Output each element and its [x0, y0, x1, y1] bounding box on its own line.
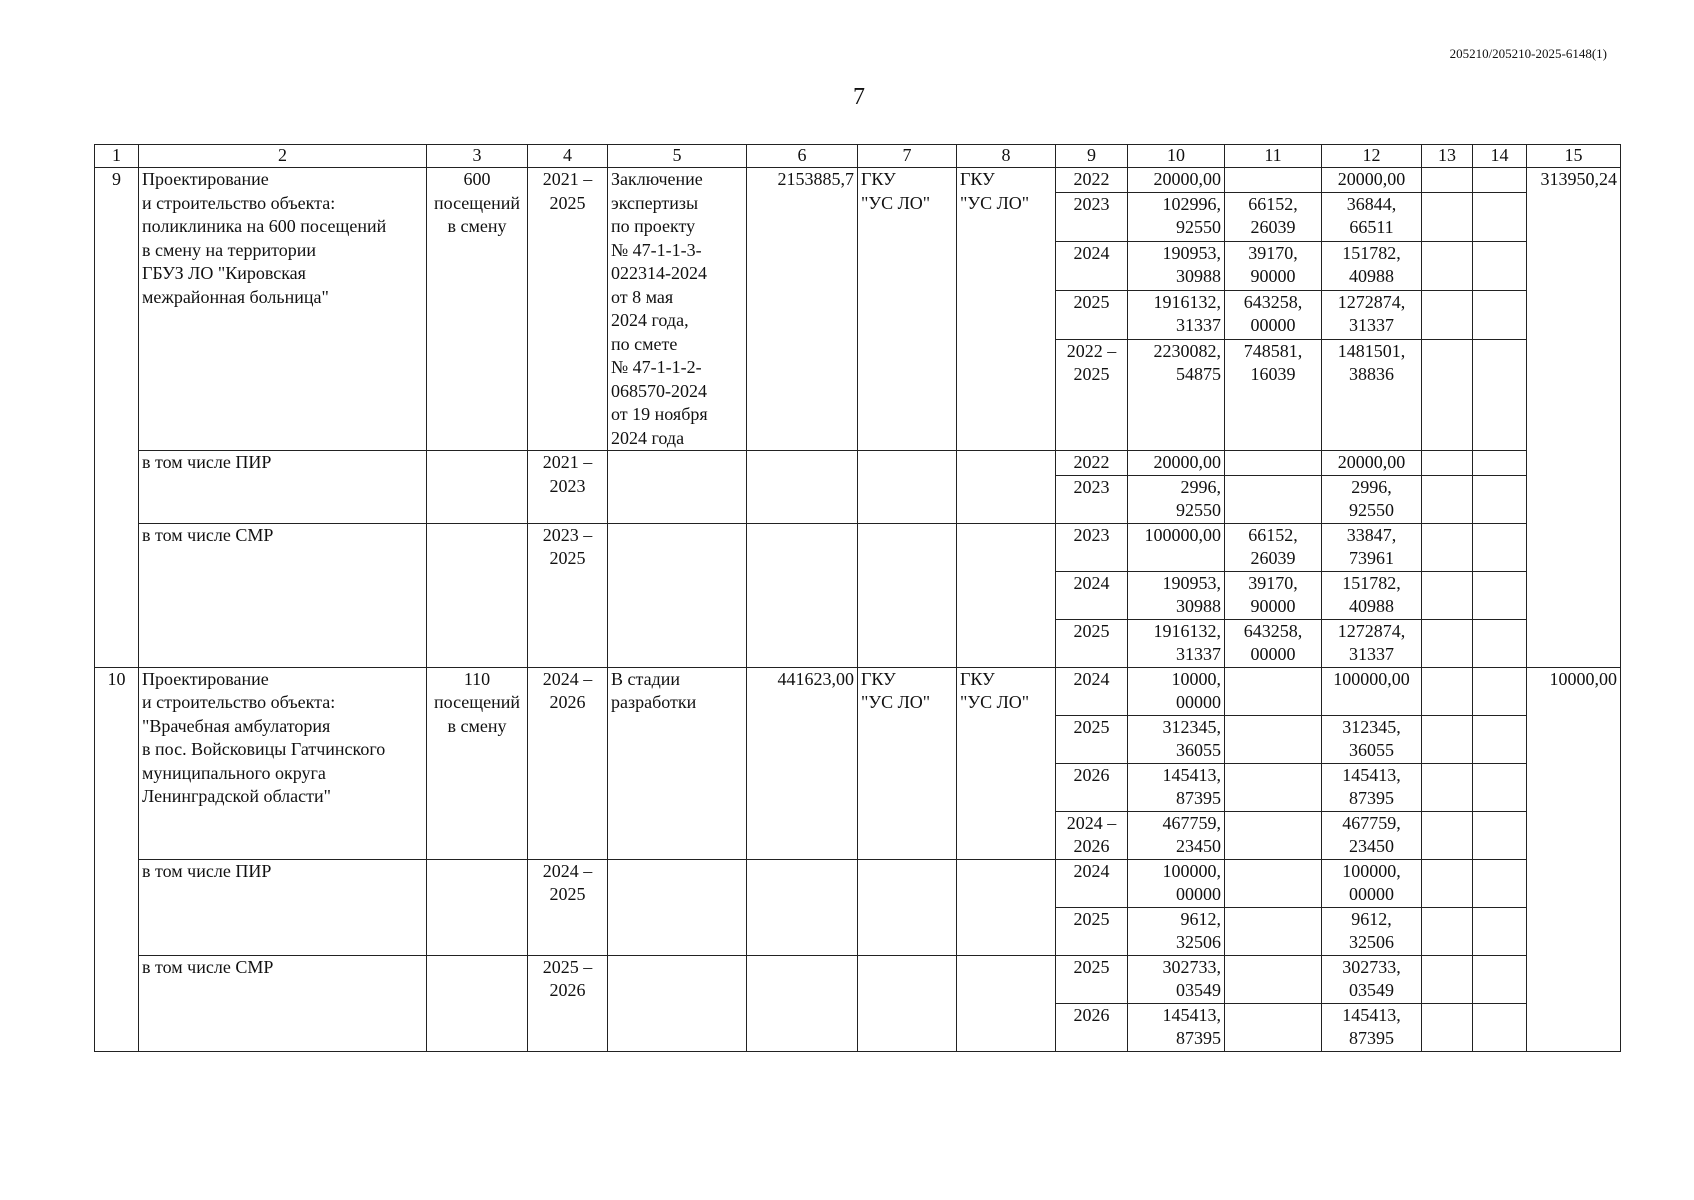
pir-period: 2021 – 2023: [528, 451, 608, 524]
amount-regional: 312345, 36055: [1322, 715, 1422, 763]
pir-builder: [957, 451, 1056, 524]
year-cell: 2024: [1056, 571, 1128, 619]
year-cell: 2026: [1056, 763, 1128, 811]
amount-federal: [1225, 907, 1322, 955]
amount-total: 190953, 30988: [1128, 241, 1225, 290]
year-cell: 2026: [1056, 1003, 1128, 1051]
object-capacity: 110 посещений в смену: [427, 667, 528, 859]
pir-label: в том числе ПИР: [139, 451, 427, 524]
year-cell: 2023: [1056, 192, 1128, 241]
object-cost: 441623,00: [747, 667, 858, 859]
smr-label: в том числе СМР: [139, 955, 427, 1051]
pir-builder: [957, 859, 1056, 955]
smr-label: в том числе СМР: [139, 523, 427, 667]
amount-total: 9612, 32506: [1128, 907, 1225, 955]
amount-col14: [1473, 811, 1527, 859]
amount-regional: 20000,00: [1322, 451, 1422, 476]
year-cell: 2022 – 2025: [1056, 339, 1128, 450]
smr-cost: [747, 523, 858, 667]
amount-federal: [1225, 859, 1322, 907]
header-cell: 2: [139, 145, 427, 168]
amount-federal: [1225, 451, 1322, 476]
amount-total: 302733, 03549: [1128, 955, 1225, 1003]
year-cell: 2024: [1056, 667, 1128, 715]
smr-cost: [747, 955, 858, 1051]
object-customer: ГКУ "УС ЛО": [858, 168, 957, 451]
year-cell: 2022: [1056, 451, 1128, 476]
amount-total: 312345, 36055: [1128, 715, 1225, 763]
amount-col13: [1422, 523, 1473, 571]
amount-federal: [1225, 715, 1322, 763]
smr-customer: [858, 955, 957, 1051]
amount-federal: 643258, 00000: [1225, 290, 1322, 339]
amount-col13: [1422, 715, 1473, 763]
year-cell: 2025: [1056, 290, 1128, 339]
amount-col14: [1473, 339, 1527, 450]
amount-regional: 145413, 87395: [1322, 763, 1422, 811]
amount-col14: [1473, 667, 1527, 715]
amount-total: 100000,00: [1128, 523, 1225, 571]
year-cell: 2025: [1056, 619, 1128, 667]
object-number: 9: [95, 168, 139, 668]
amount-col14: [1473, 168, 1527, 193]
smr-document: [608, 955, 747, 1051]
table-row: [95, 523, 1621, 571]
smr-document: [608, 523, 747, 667]
header-cell: 9: [1056, 145, 1128, 168]
pir-period: 2024 – 2025: [528, 859, 608, 955]
amount-total: 467759, 23450: [1128, 811, 1225, 859]
header-row: [95, 145, 1621, 168]
year-cell: 2022: [1056, 168, 1128, 193]
amount-col13: [1422, 811, 1473, 859]
pir-capacity: [427, 451, 528, 524]
smr-capacity: [427, 955, 528, 1051]
amount-regional: 1272874, 31337: [1322, 290, 1422, 339]
header-cell: 14: [1473, 145, 1527, 168]
object-name: Проектирование и строительство объекта: "Врачебная амбулатория в пос. Войсковицы Гатчинского муниципального округа Ленинградской области": [139, 667, 427, 859]
object-name: Проектирование и строительство объекта: поликлиника на 600 посещений в смену на территории ГБУЗ ЛО "Кировская межрайонная больница": [139, 168, 427, 451]
object-period: 2021 – 2025: [528, 168, 608, 451]
page-number: 7: [853, 84, 865, 110]
amount-federal: 66152, 26039: [1225, 192, 1322, 241]
year-cell: 2024: [1056, 241, 1128, 290]
header-cell: 10: [1128, 145, 1225, 168]
amount-federal: [1225, 667, 1322, 715]
amount-federal: [1225, 955, 1322, 1003]
amount-regional: 20000,00: [1322, 168, 1422, 193]
amount-regional: 145413, 87395: [1322, 1003, 1422, 1051]
amount-total: 100000, 00000: [1128, 859, 1225, 907]
header-cell: 15: [1527, 145, 1621, 168]
amount-col13: [1422, 241, 1473, 290]
amount-col13: [1422, 339, 1473, 450]
amount-total: 20000,00: [1128, 451, 1225, 476]
amount-col14: [1473, 763, 1527, 811]
header-cell: 5: [608, 145, 747, 168]
amount-regional: 9612, 32506: [1322, 907, 1422, 955]
amount-col14: [1473, 192, 1527, 241]
amount-col14: [1473, 571, 1527, 619]
amount-col13: [1422, 619, 1473, 667]
object-customer: ГКУ "УС ЛО": [858, 667, 957, 859]
amount-col13: [1422, 955, 1473, 1003]
amount-col14: [1473, 241, 1527, 290]
investment-table: [94, 144, 1621, 1052]
amount-federal: 39170, 90000: [1225, 571, 1322, 619]
amount-federal: 643258, 00000: [1225, 619, 1322, 667]
table-row: [95, 667, 1621, 715]
amount-total: 145413, 87395: [1128, 1003, 1225, 1051]
smr-customer: [858, 523, 957, 667]
amount-col14: [1473, 451, 1527, 476]
amount-total: 1916132, 31337: [1128, 619, 1225, 667]
smr-capacity: [427, 523, 528, 667]
amount-regional: 2996, 92550: [1322, 475, 1422, 523]
header-cell: 6: [747, 145, 858, 168]
amount-col14: [1473, 619, 1527, 667]
amount-regional: 302733, 03549: [1322, 955, 1422, 1003]
object-builder: ГКУ "УС ЛО": [957, 667, 1056, 859]
amount-col13: [1422, 168, 1473, 193]
pir-customer: [858, 859, 957, 955]
amount-total: 102996, 92550: [1128, 192, 1225, 241]
header-cell: 3: [427, 145, 528, 168]
smr-builder: [957, 955, 1056, 1051]
document-id: 205210/205210-2025-6148(1): [1449, 46, 1607, 61]
object-builder: ГКУ "УС ЛО": [957, 168, 1056, 451]
amount-col14: [1473, 475, 1527, 523]
amount-federal: [1225, 763, 1322, 811]
amount-col14: [1473, 523, 1527, 571]
year-cell: 2024: [1056, 859, 1128, 907]
object-col15: 10000,00: [1527, 667, 1621, 1051]
pir-customer: [858, 451, 957, 524]
amount-federal: 748581, 16039: [1225, 339, 1322, 450]
header-cell: 7: [858, 145, 957, 168]
object-col15: 313950,24: [1527, 168, 1621, 668]
smr-builder: [957, 523, 1056, 667]
object-period: 2024 – 2026: [528, 667, 608, 859]
amount-col13: [1422, 859, 1473, 907]
amount-federal: [1225, 475, 1322, 523]
header-cell: 1: [95, 145, 139, 168]
amount-total: 145413, 87395: [1128, 763, 1225, 811]
amount-col14: [1473, 955, 1527, 1003]
amount-regional: 100000,00: [1322, 667, 1422, 715]
year-cell: 2024 – 2026: [1056, 811, 1128, 859]
smr-period: 2025 – 2026: [528, 955, 608, 1051]
amount-col13: [1422, 667, 1473, 715]
amount-total: 2996, 92550: [1128, 475, 1225, 523]
amount-total: 1916132, 31337: [1128, 290, 1225, 339]
smr-period: 2023 – 2025: [528, 523, 608, 667]
amount-federal: 39170, 90000: [1225, 241, 1322, 290]
object-number: 10: [95, 667, 139, 1051]
pir-document: [608, 451, 747, 524]
amount-col14: [1473, 907, 1527, 955]
year-cell: 2023: [1056, 475, 1128, 523]
object-capacity: 600 посещений в смену: [427, 168, 528, 451]
amount-col14: [1473, 715, 1527, 763]
pir-label: в том числе ПИР: [139, 859, 427, 955]
amount-total: 2230082, 54875: [1128, 339, 1225, 450]
header-cell: 8: [957, 145, 1056, 168]
header-cell: 11: [1225, 145, 1322, 168]
amount-regional: 467759, 23450: [1322, 811, 1422, 859]
amount-regional: 33847, 73961: [1322, 523, 1422, 571]
year-cell: 2025: [1056, 907, 1128, 955]
year-cell: 2023: [1056, 523, 1128, 571]
header-cell: 12: [1322, 145, 1422, 168]
amount-federal: [1225, 811, 1322, 859]
year-cell: 2025: [1056, 715, 1128, 763]
object-cost: 2153885,7: [747, 168, 858, 451]
object-document: В стадии разработки: [608, 667, 747, 859]
amount-col13: [1422, 192, 1473, 241]
table-row: [95, 955, 1621, 1003]
amount-col13: [1422, 451, 1473, 476]
amount-col13: [1422, 1003, 1473, 1051]
pir-cost: [747, 451, 858, 524]
amount-col14: [1473, 859, 1527, 907]
table-row: [95, 859, 1621, 907]
amount-col13: [1422, 907, 1473, 955]
pir-cost: [747, 859, 858, 955]
amount-col13: [1422, 763, 1473, 811]
header-cell: 13: [1422, 145, 1473, 168]
amount-total: 10000, 00000: [1128, 667, 1225, 715]
pir-document: [608, 859, 747, 955]
amount-federal: [1225, 1003, 1322, 1051]
amount-total: 190953, 30988: [1128, 571, 1225, 619]
amount-regional: 151782, 40988: [1322, 241, 1422, 290]
amount-col13: [1422, 571, 1473, 619]
amount-regional: 36844, 66511: [1322, 192, 1422, 241]
table-row: [95, 451, 1621, 476]
amount-regional: 100000, 00000: [1322, 859, 1422, 907]
table-row: [95, 168, 1621, 193]
amount-col14: [1473, 1003, 1527, 1051]
amount-federal: 66152, 26039: [1225, 523, 1322, 571]
pir-capacity: [427, 859, 528, 955]
amount-regional: 1272874, 31337: [1322, 619, 1422, 667]
amount-regional: 1481501, 38836: [1322, 339, 1422, 450]
amount-col13: [1422, 290, 1473, 339]
amount-federal: [1225, 168, 1322, 193]
amount-col14: [1473, 290, 1527, 339]
header-cell: 4: [528, 145, 608, 168]
object-document: Заключение экспертизы по проекту № 47-1-1-3- 022314-2024 от 8 мая 2024 года, по смете № 47-1-1-2- 068570-2024 от 19 ноября 2024 года: [608, 168, 747, 451]
year-cell: 2025: [1056, 955, 1128, 1003]
amount-col13: [1422, 475, 1473, 523]
amount-total: 20000,00: [1128, 168, 1225, 193]
amount-regional: 151782, 40988: [1322, 571, 1422, 619]
